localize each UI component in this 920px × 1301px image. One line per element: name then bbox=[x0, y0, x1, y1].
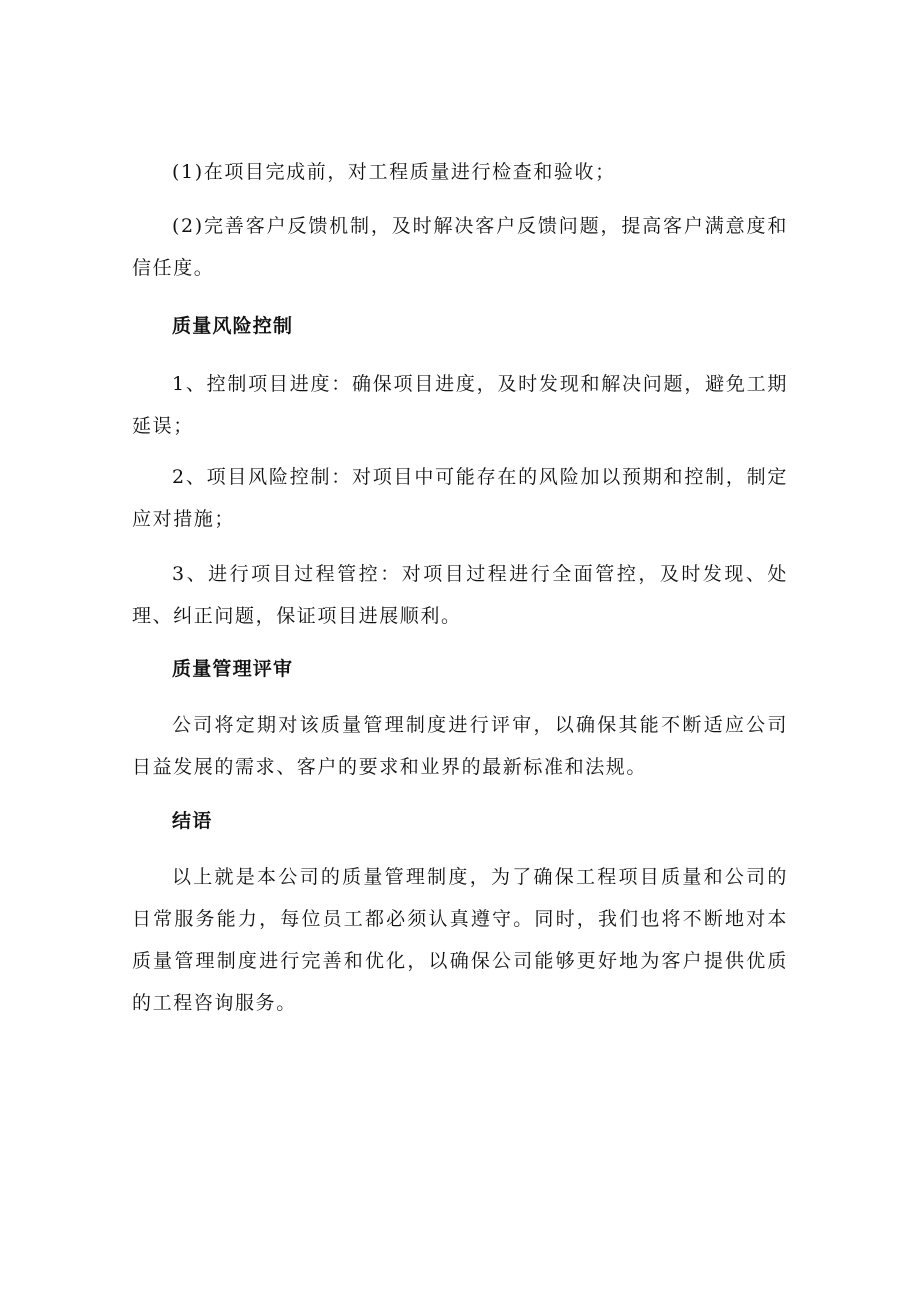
paragraph-schedule-control: 1、控制项目进度：确保项目进度，及时发现和解决问题，避免工期延误； bbox=[132, 373, 788, 437]
paragraph-review: 公司将定期对该质量管理制度进行评审，以确保其能不断适应公司日益发展的需求、客户的要求和业界的最新标准和法规。 bbox=[132, 714, 788, 778]
paragraph-risk-control: 2、项目风险控制：对项目中可能存在的风险加以预期和控制，制定应对措施； bbox=[132, 466, 788, 530]
paragraph-feedback: (2)完善客户反馈机制，及时解决客户反馈问题，提高客户满意度和信任度。 bbox=[132, 215, 788, 279]
paragraph-conclusion: 以上就是本公司的质量管理制度，为了确保工程项目质量和公司的日常服务能力，每位员工都必须认真遵守。同时，我们也将不断地对本质量管理制度进行完善和优化，以确保公司能够更好地为客户提供优质的工程咨询服务。 bbox=[132, 866, 788, 1014]
heading-quality-risk-control: 质量风险控制 bbox=[172, 315, 294, 337]
paragraph-inspection: (1)在项目完成前，对工程质量进行检查和验收； bbox=[172, 161, 616, 183]
heading-conclusion: 结语 bbox=[172, 810, 213, 832]
paragraph-process-control: 3、进行项目过程管控：对项目过程进行全面管控，及时发现、处理、纠正问题，保证项目进展顺利。 bbox=[132, 563, 788, 627]
heading-quality-review: 质量管理评审 bbox=[172, 658, 294, 680]
